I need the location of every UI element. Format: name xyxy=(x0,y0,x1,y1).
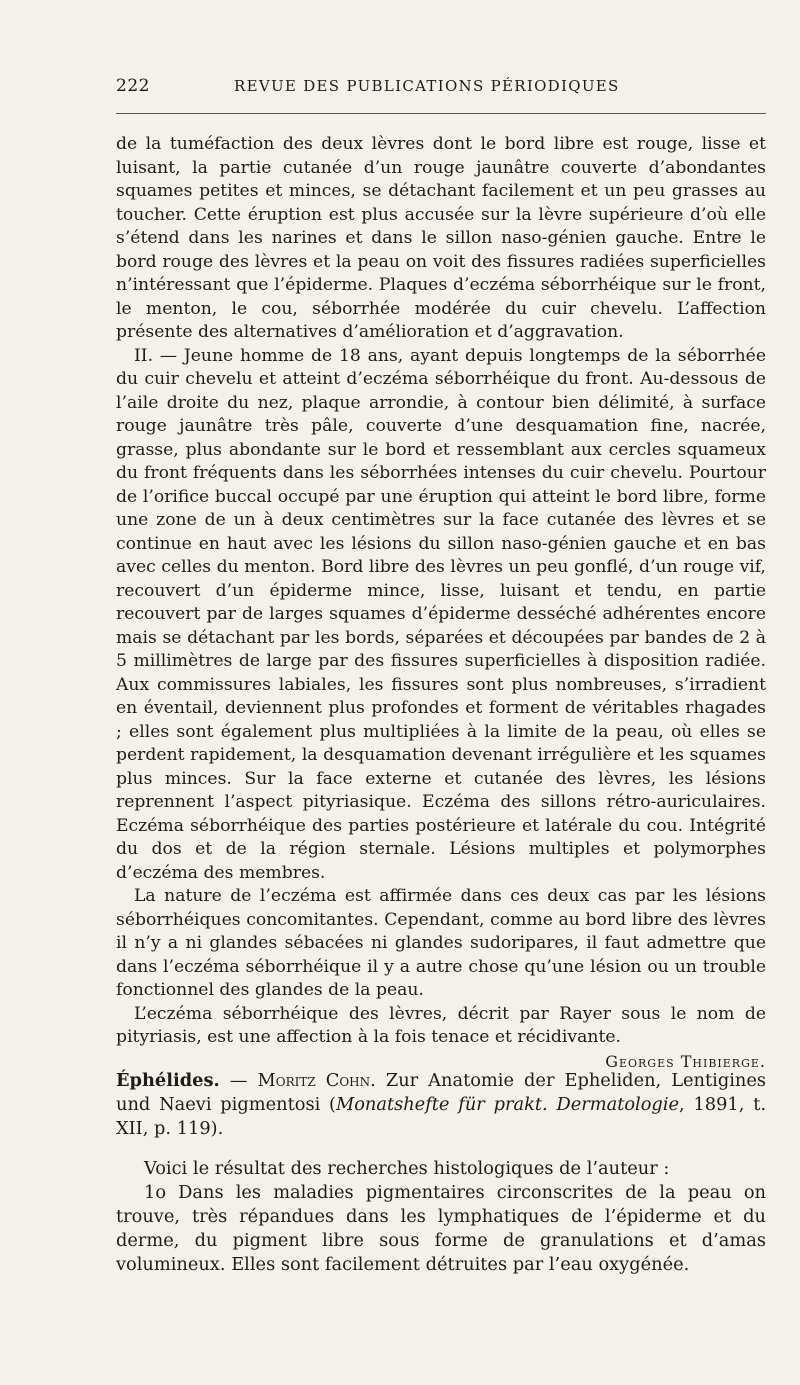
header-rule xyxy=(116,113,766,114)
paragraph: de la tuméfaction des deux lèvres dont le bord libre est rouge, lisse et luisant, la partie cutanée d’un rouge jaunâtre couverte d’abondantes squames petites et minces, se détachant facilement et un peu grasses au toucher. Cette éruption est plus accusée sur la lèvre supérieure d’où elle s’étend dans les narines et dans le sillon naso-génien gauche. Entre le bord rouge des lèvres et la peau on voit des fissures radiées superficielles n’intéressant que l’épiderme. Plaques d’eczéma séborrhéique sur le front, le menton, le cou, séborrhée modérée du cuir chevelu. L’affection présente des alternatives d’amélioration et d’aggravation. xyxy=(116,134,766,342)
journal-name: Monatshefte für prakt. Dermatologie xyxy=(336,1094,680,1115)
article-reference xyxy=(116,1069,766,1141)
article-ephelides xyxy=(116,1069,766,1277)
running-title: REVUE DES PUBLICATIONS PÉRIODIQUES xyxy=(234,77,620,95)
article-title: Zur Anatomie der Epheliden, Lentigines und Naevi pigmentosi ( xyxy=(116,1070,767,1115)
page-header xyxy=(116,76,766,100)
author-signature: Georges Thibierge. xyxy=(605,1051,766,1071)
article-eczema xyxy=(116,133,766,1074)
author-name: Moritz Cohn. xyxy=(257,1070,376,1091)
paragraph: La nature de l’eczéma est affirmée dans ces deux cas par les lésions séborrhéiques concomitantes. Cependant, comme au bord libre des lèvres il n’y a ni glandes sébacées ni glandes sudoripares, il faut admettre que dans l’eczéma séborrhéique il y a autre chose qu’une lésion ou un trouble fonctionnel des glandes de la peau. xyxy=(116,886,766,1000)
spacer xyxy=(116,1141,766,1157)
page-number: 222 xyxy=(116,76,150,96)
dash: — xyxy=(219,1070,258,1091)
citation: , 1891, t. XII, p. 119). xyxy=(116,1094,766,1139)
paragraph: L’eczéma séborrhéique des lèvres, décrit par Rayer sous le nom de pityriasis, est une affection à la fois tenace et récidivante. xyxy=(116,1003,766,1047)
paragraph: II. — Jeune homme de 18 ans, ayant depuis longtemps de la séborrhée du cuir chevelu et atteint d’eczéma séborrhéique du front. Au-dessous de l’aile droite du nez, plaque arrondie, à contour bien délimité, à surface rouge jaunâtre très pâle, couverte d’une desquamation fine, nacrée, grasse, plus abondante sur le bord et ressemblant aux cercles squameux du front fréquents dans les séborrhées intenses du cuir chevelu. Pourtour de l’orifice buccal occupé par une éruption qui atteint le bord libre, forme une zone de un à deux centimètres sur la face cutanée des lèvres et se continue en haut avec les lésions du sillon naso-génien gauche et en bas avec celles du menton. Bord libre des lèvres un peu gonflé, d’un rouge vif, recouvert d’un épiderme mince, lisse, luisant et tendu, en partie recouvert par de larges squames d’épiderme desséché adhérentes encore mais se détachant par les bords, séparées et découpées par bandes de 2 à 5 millimètres de large par des fissures superficielles à disposition radiée. Aux commissures labiales, les fissures sont plus nombreuses, s’irradient en éventail, deviennent plus profondes et forment de véritables rhagades ; elles sont également plus multipliées à la limite de la peau, où elles se perdent rapidement, la desquamation devenant irrégulière et les squames plus minces. Sur la face externe et cutanée des lèvres, les lésions reprennent l’aspect pityriasique. Eczéma des sillons rétro-auriculaires. Eczéma séborrhéique des parties postérieure et latérale du cou. Intégrité du dos et de la région sternale. Lésions multiples et polymorphes d’eczéma des membres. xyxy=(116,345,766,883)
paragraph: 1o Dans les maladies pigmentaires circonscrites de la peau on trouve, très répandues dans les lymphatiques de l’épiderme et du derme, du pigment libre sous forme de granulations et d’amas volumineux. Elles sont facilement détruites par l’eau oxygénée. xyxy=(116,1182,766,1275)
paragraph: Voici le résultat des recherches histologiques de l’auteur : xyxy=(144,1158,670,1179)
section-heading: Éphélides. xyxy=(116,1070,220,1091)
